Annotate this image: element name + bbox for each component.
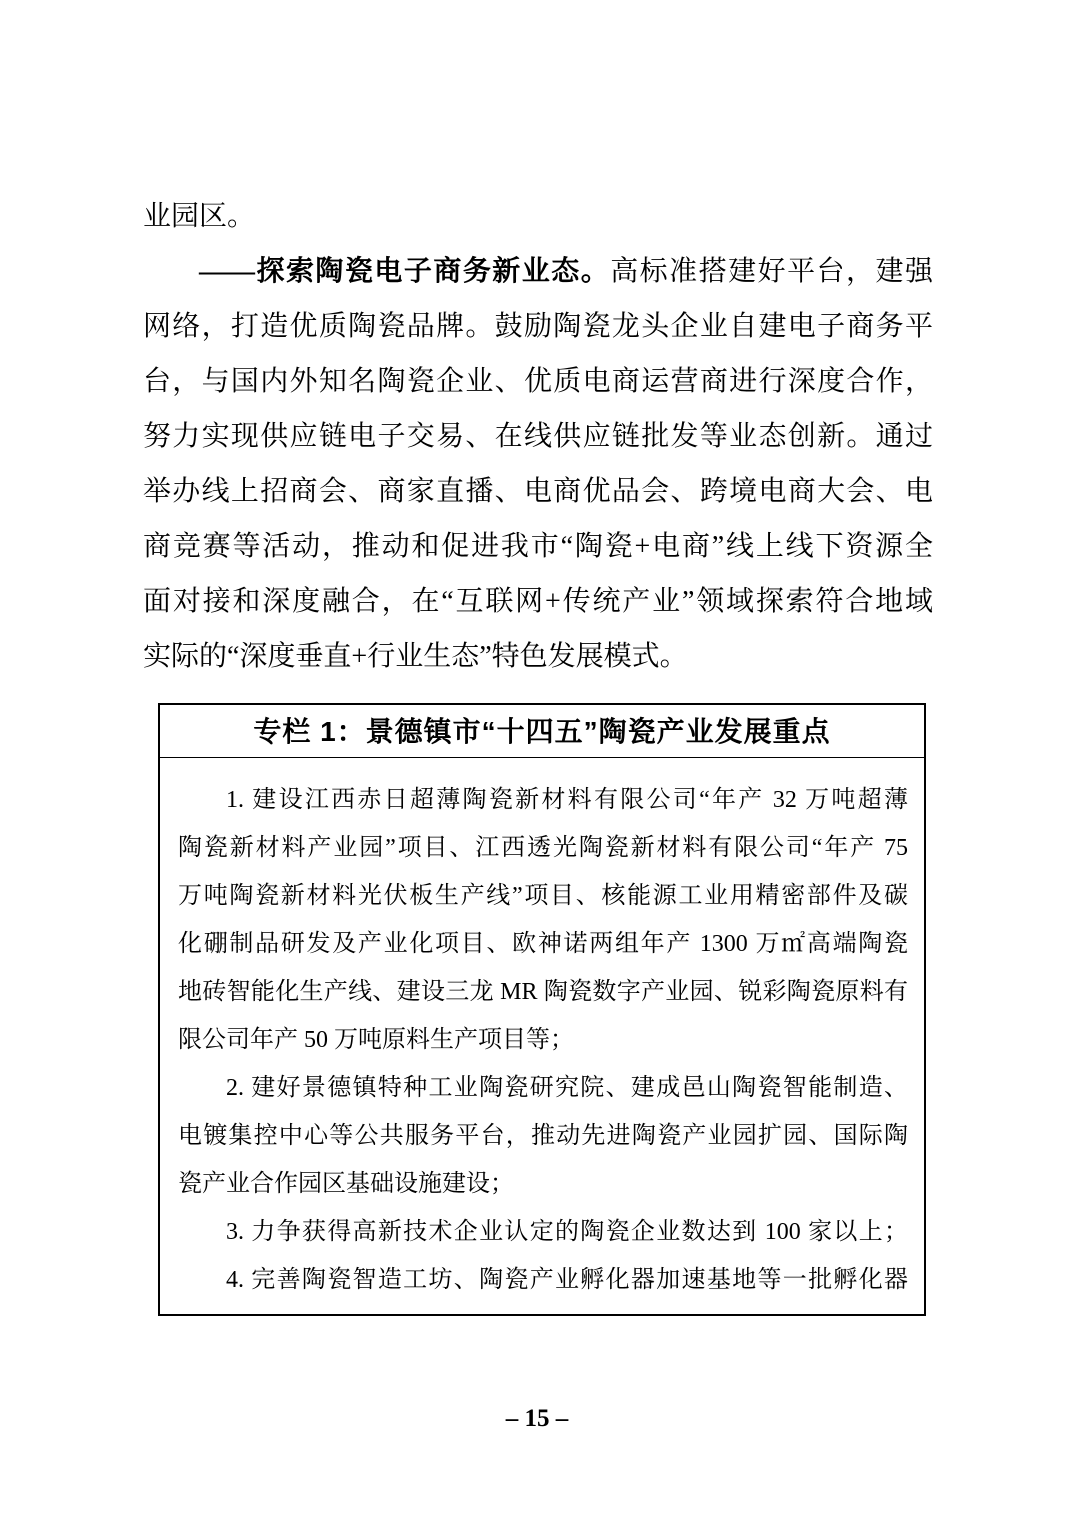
box-item-line: 2. 建好景德镇特种工业陶瓷研究院、建成邑山陶瓷智能制造、 xyxy=(226,1075,908,1101)
page-number: – 15 – xyxy=(505,1405,569,1432)
box-item-line: 限公司年产 50 万吨原料生产项目等； xyxy=(178,1027,574,1053)
paragraph-line: 台，与国内外知名陶瓷企业、优质电商运营商进行深度合作， xyxy=(143,366,933,397)
paragraph-line: 举办线上招商会、商家直播、电商优品会、跨境电商大会、电 xyxy=(143,476,933,507)
paragraph-line xyxy=(143,244,933,299)
paragraph-line: 商竞赛等活动，推动和促进我市“陶瓷+电商”线上线下资源全 xyxy=(143,531,933,562)
box-item-line: 4. 完善陶瓷智造工坊、陶瓷产业孵化器加速基地等一批孵化器 xyxy=(226,1267,908,1293)
box-item-line: 化硼制品研发及产业化项目、欧神诺两组年产 1300 万㎡高端陶瓷 xyxy=(178,931,908,957)
box-item-line: 万吨陶瓷新材料光伏板生产线”项目、核能源工业用精密部件及碳 xyxy=(178,883,908,909)
paragraph-line: 网络，打造优质陶瓷品牌。鼓励陶瓷龙头企业自建电子商务平 xyxy=(143,311,933,342)
column-box xyxy=(158,703,926,1316)
paragraph-bold-lead: ——探索陶瓷电子商务新业态。 xyxy=(199,256,611,287)
paragraph-line-text: 高标准搭建好平台，建强 xyxy=(610,256,933,287)
column-box-title: 专栏 1：景德镇市“十四五”陶瓷产业发展重点 xyxy=(160,705,924,758)
box-item-line: 瓷产业合作园区基础设施建设； xyxy=(178,1171,514,1197)
paragraph-line: 实际的“深度垂直+行业生态”特色发展模式。 xyxy=(143,641,688,672)
paragraph-continuation-line: 业园区。 xyxy=(143,201,256,232)
box-item-line: 陶瓷新材料产业园”项目、江西透光陶瓷新材料有限公司“年产 75 xyxy=(178,835,908,861)
box-item-line: 1. 建设江西赤日超薄陶瓷新材料有限公司“年产 32 万吨超薄 xyxy=(226,787,908,813)
box-item-line: 3. 力争获得高新技术企业认定的陶瓷企业数达到 100 家以上； xyxy=(226,1219,908,1245)
column-box-body xyxy=(160,758,924,1304)
paragraph-line: 努力实现供应链电子交易、在线供应链批发等业态创新。通过 xyxy=(143,421,933,452)
box-item-line: 地砖智能化生产线、建设三龙 MR 陶瓷数字产业园、锐彩陶瓷原料有 xyxy=(178,979,908,1005)
box-item-line: 电镀集控中心等公共服务平台，推动先进陶瓷产业园扩园、国际陶 xyxy=(178,1123,908,1149)
body-text xyxy=(143,189,933,684)
paragraph-line: 面对接和深度融合，在“互联网+传统产业”领域探索符合地域 xyxy=(143,586,933,617)
